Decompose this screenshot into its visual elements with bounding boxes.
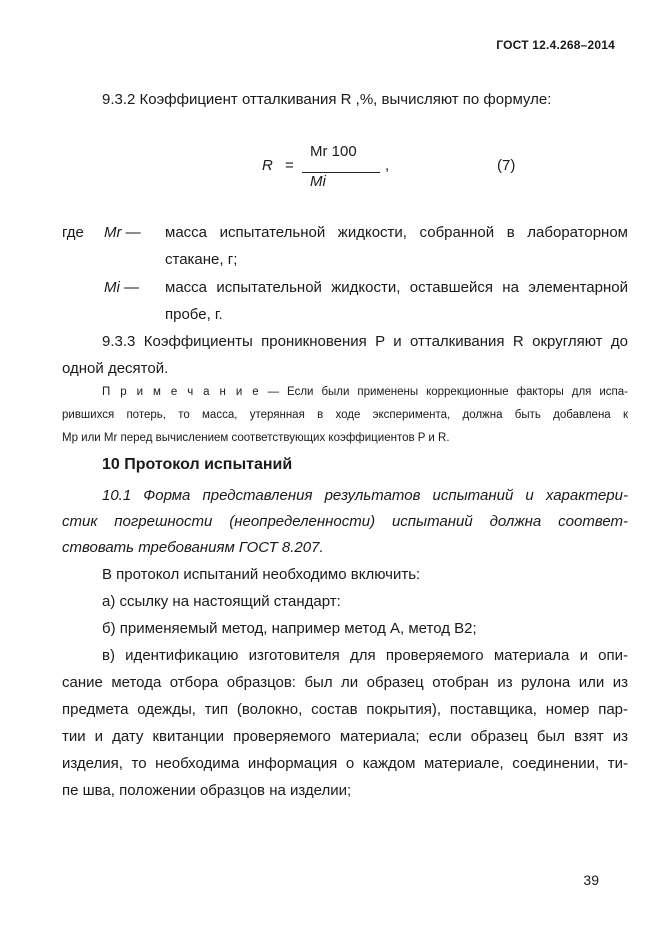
document-header: ГОСТ 12.4.268–2014 xyxy=(496,38,615,52)
protocol-item-a: а) ссылку на настоящий стандарт: xyxy=(102,593,341,610)
protocol-item-v-line2: сание метода отбора образцов: был ли образец отобран из рулона или из xyxy=(62,674,628,691)
formula-comma: , xyxy=(385,157,390,174)
note-line1 xyxy=(102,385,628,399)
page-number: 39 xyxy=(583,872,599,888)
paragraph-9-3-3-line2: одной десятой. xyxy=(62,360,169,377)
formula-equals: = xyxy=(285,157,294,174)
where-word: где xyxy=(62,224,84,241)
paragraph-10-1-line1: 10.1 Форма представления результатов испытаний и характери- xyxy=(102,487,628,504)
paragraph-9-3-2: 9.3.2 Коэффициент отталкивания R ,%, вычисляют по формуле: xyxy=(102,91,552,108)
where-symbol-mi: Mi — xyxy=(104,279,139,296)
note-label: П р и м е ч а н и е xyxy=(102,386,260,398)
note-line1-text: — Если были применены коррекционные факторы для испа- xyxy=(267,386,628,398)
formula-number: (7) xyxy=(497,157,516,174)
paragraph-10-1-line3: ствовать требованиям ГОСТ 8.207. xyxy=(62,539,324,556)
protocol-item-v-line6: пе шва, положении образцов на изделии; xyxy=(62,782,352,799)
where-symbol-mr: Mr — xyxy=(104,224,141,241)
where-mr-line1: масса испытательной жидкости, собранной в лабораторном xyxy=(165,224,628,241)
protocol-item-v-line4: тии и дату квитанции проверяемого материала; если образец был взят из xyxy=(62,728,628,745)
note-line3: Mp или Mr перед вычислением соответствующих коэффициентов P и R. xyxy=(62,432,450,444)
paragraph-9-3-3-line1: 9.3.3 Коэффициенты проникновения P и отталкивания R округляют до xyxy=(102,333,628,350)
protocol-item-v-line5: изделия, то необходима информация о каждом материале, соединении, ти- xyxy=(62,755,628,772)
where-mi-line2: пробе, г. xyxy=(165,306,223,323)
protocol-item-v-line3: предмета одежды, тип (волокно, состав покрытия), поставщика, номер пар- xyxy=(62,701,628,718)
where-mr-line2: стакане, г; xyxy=(165,251,238,268)
protocol-item-v-line1: в) идентификацию изготовителя для проверяемого материала и опи- xyxy=(102,647,628,664)
section-10-heading: 10 Протокол испытаний xyxy=(102,456,293,473)
paragraph-10-1-line2: стик погрешности (неопределенности) испытаний должна соответ- xyxy=(62,513,628,530)
formula-numerator: Mr 100 xyxy=(310,143,357,160)
note-line2: рившихся потерь, то масса, утерянная в ходе эксперимента, должна быть добавлена к xyxy=(62,409,628,421)
where-mi-line1: масса испытательной жидкости, оставшейся на элементарной xyxy=(165,279,628,296)
protocol-item-b: б) применяемый метод, например метод А, метод В2; xyxy=(102,620,477,637)
formula-lhs: R xyxy=(262,157,273,174)
formula-denominator: Mi xyxy=(310,173,326,190)
protocol-intro: В протокол испытаний необходимо включить: xyxy=(102,566,421,583)
